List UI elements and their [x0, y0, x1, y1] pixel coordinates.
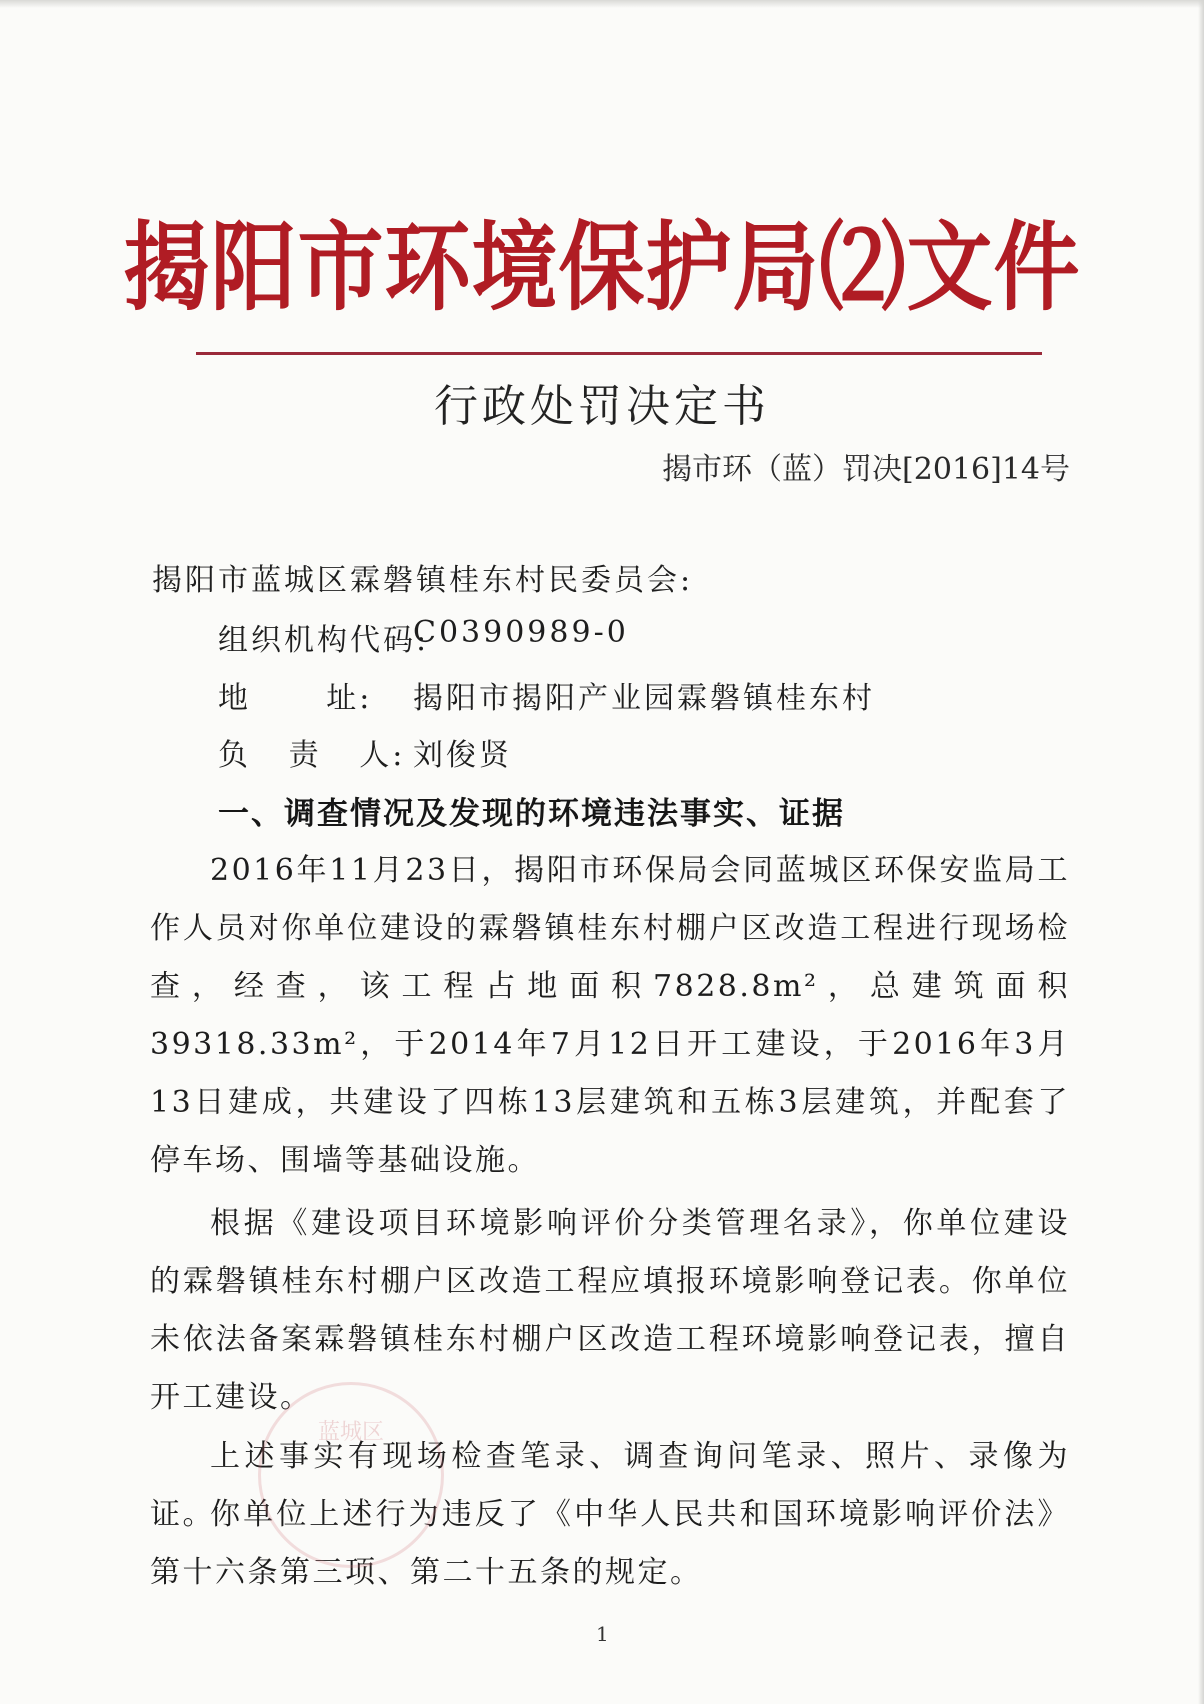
- body-paragraph: 2016年11月23日，揭阳市环保局会同蓝城区环保安监局工作人员对你单位建设的霖磐镇桂东村棚户区改造工程进行现场检查，经查，该工程占地面积7828.8m²，总建筑面积39318.33m²，于2014年7月12日开工建设，于2016年3月13日建成，共建设了四栋13层建筑和五栋3层建筑，并配套了停车场、围墙等基础设施。: [150, 853, 1070, 1178]
- faded-seal-stamp: [258, 1382, 444, 1568]
- body-paragraph: 你单位上述行为违反了《中华人民共和国环境影响评价法》第十六条第三项、第二十五条的规定。: [150, 1497, 1070, 1590]
- document-number: 揭市环（蓝）罚决[2016]14号: [662, 452, 1070, 487]
- red-divider-rule: [196, 352, 1042, 355]
- body-paragraph: 上述事实有现场检查笔录、调查询问笔录、照片、录像为证。: [150, 1439, 1070, 1532]
- responsible-person-label: 负 责 人:: [218, 738, 406, 773]
- recipient-name: 揭阳市蓝城区霖磐镇桂东村民委员会:: [152, 563, 694, 598]
- org-code-label: 组织机构代码:: [218, 623, 430, 658]
- scan-edge: [0, 0, 1204, 8]
- document-title: 行政处罚决定书: [434, 381, 770, 432]
- page-number: 1: [596, 1622, 609, 1646]
- masthead-title: 揭阳市环境保护局⑵文件: [123, 212, 1081, 325]
- seal-text: 蓝城区: [317, 1420, 384, 1445]
- responsible-person-value: 刘俊贤: [413, 738, 512, 773]
- section-heading: 一、调查情况及发现的环境违法事实、证据: [218, 796, 845, 832]
- address-row: [218, 673, 875, 717]
- org-code-row: [218, 615, 629, 659]
- address-label: 地 址:: [218, 681, 373, 716]
- address-value: 揭阳市揭阳产业园霖磐镇桂东村: [413, 681, 875, 716]
- responsible-person-row: [218, 730, 512, 774]
- org-code-value: C0390989-0: [413, 615, 629, 650]
- body-paragraph: 根据《建设项目环境影响评价分类管理名录》，你单位建设的霖磐镇桂东村棚户区改造工程应填报环境影响登记表。你单位未依法备案霖磐镇桂东村棚户区改造工程环境影响登记表，擅自开工建设。: [150, 1206, 1070, 1415]
